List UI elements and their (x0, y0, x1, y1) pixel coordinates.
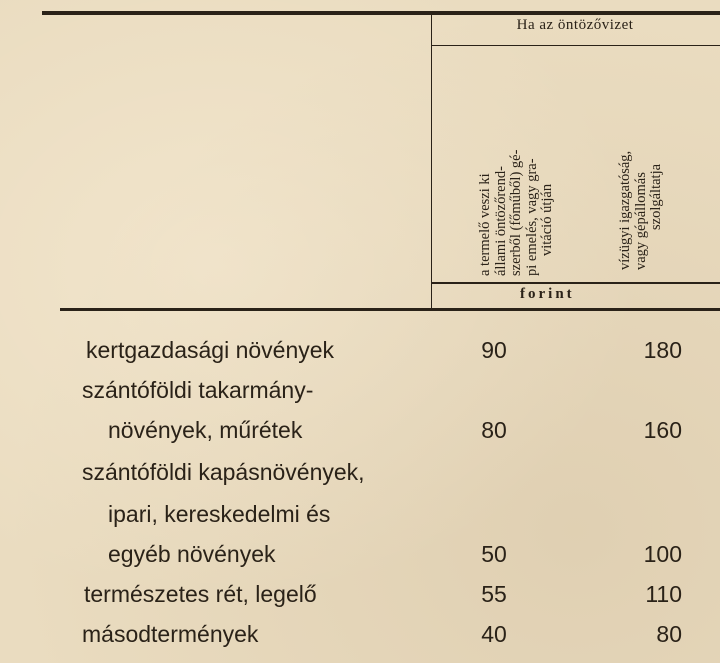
row-label: szántóföldi takarmány- (82, 377, 314, 403)
column-header-line: vízügyi igazgatóság, (617, 150, 633, 270)
value-col1: 55 (481, 581, 507, 607)
value-col1: 50 (481, 541, 507, 567)
table-row (0, 410, 720, 450)
column-header-line: vagy gépállomás (632, 172, 649, 270)
column-header-water-directorate (618, 151, 665, 270)
table-row (0, 330, 720, 370)
column-header-line: szerből (főműből) gé- (508, 149, 524, 276)
value-col1: 90 (481, 337, 507, 363)
group-header-rule (432, 45, 720, 46)
row-label: szántóföldi kapásnövények, (82, 459, 365, 485)
column-divider (431, 15, 432, 309)
row-label: egyéb növények (108, 541, 276, 567)
row-label: természetes rét, legelő (84, 581, 317, 607)
row-label: növények, műrétek (108, 417, 303, 443)
value-col1: 80 (481, 417, 507, 443)
column-header-line: vitáció útján (539, 183, 555, 256)
column-header-line: szolgáltatja (648, 163, 664, 230)
value-col2: 100 (643, 541, 682, 567)
table-row (0, 494, 720, 534)
column-header-line: pi emelés, vagy gra- (523, 158, 540, 276)
table-row (0, 574, 720, 614)
group-header: Ha az öntözővizet (516, 17, 634, 33)
unit-label: forint (520, 286, 575, 302)
column-header-line: állami öntözőrend- (492, 166, 509, 276)
top-rule (42, 11, 720, 15)
value-col2: 160 (643, 417, 682, 443)
value-col2: 110 (645, 581, 682, 607)
column-header-state-system (478, 150, 556, 276)
table-row (0, 452, 720, 492)
row-label: kertgazdasági növények (86, 337, 335, 363)
value-col1: 40 (481, 621, 507, 647)
row-label: ipari, kereskedelmi és (108, 501, 331, 527)
unit-top-rule (432, 282, 720, 284)
table-row (0, 614, 720, 654)
column-header-line: a termelő veszi ki (477, 173, 493, 276)
value-col2: 80 (656, 621, 682, 647)
row-label: másodtermények (82, 621, 259, 647)
table-row (0, 534, 720, 574)
value-col2: 180 (643, 337, 682, 363)
table-row (0, 370, 720, 410)
header-bottom-rule (60, 308, 720, 311)
